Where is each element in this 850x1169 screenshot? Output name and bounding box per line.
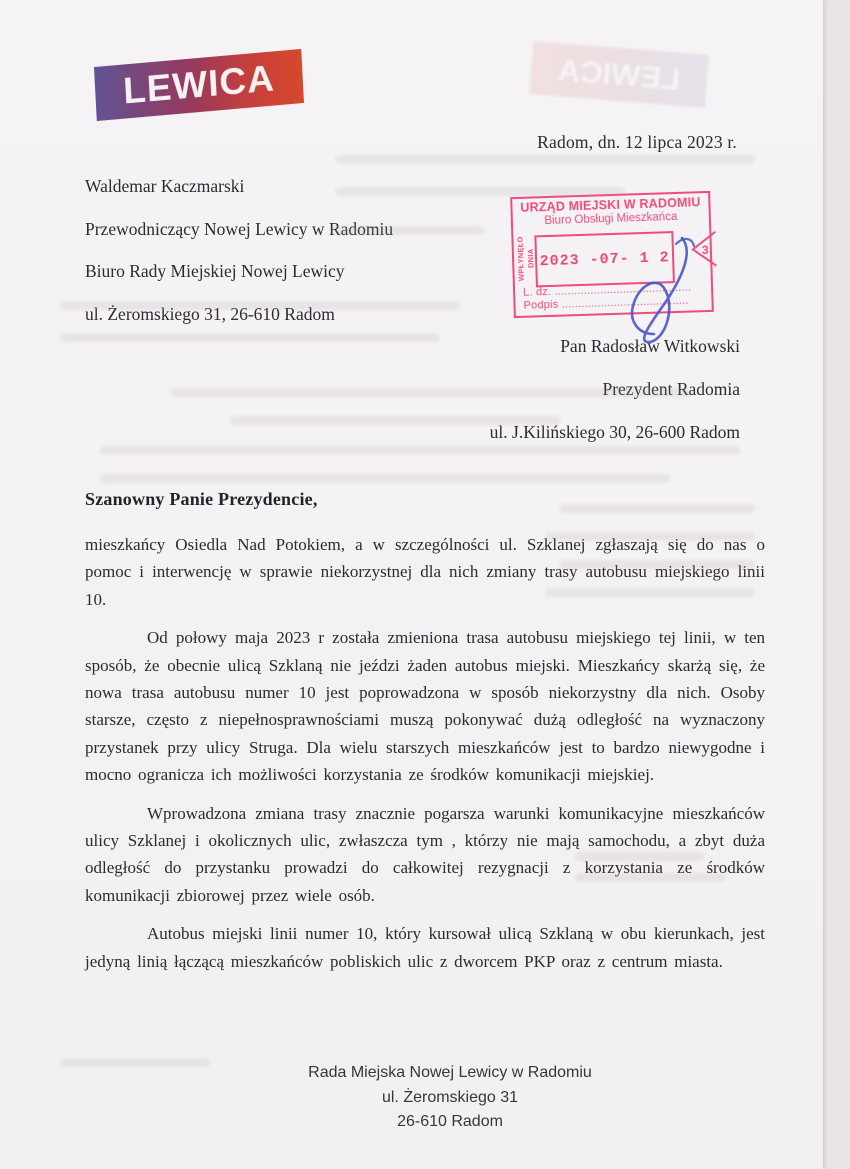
- bleedthrough-line: [560, 560, 755, 569]
- date-line: Radom, dn. 12 lipca 2023 r.: [537, 132, 737, 152]
- sender-address: ul. Żeromskiego 31, 26-610 Radom: [85, 303, 335, 324]
- bleedthrough-line: [330, 226, 485, 235]
- stamp-signature-line: Podpis .......................................: [523, 294, 689, 312]
- stamp-received-label: WPŁYNĘŁO DNIA: [515, 236, 536, 282]
- stamp-office-unit: Biuro Obsługi Mieszkańca: [544, 210, 678, 228]
- lewica-logo: [94, 49, 304, 121]
- footer-organization: Rada Miejska Nowej Lewicy w Radomiu: [308, 1064, 592, 1081]
- recipient-name: Pan Radosław Witkowski: [560, 336, 740, 356]
- stamp-ldz-line: L. dz. ..........................................: [522, 281, 692, 299]
- recipient-address: ul. J.Kilińskiego 30, 26-600 Radom: [489, 422, 740, 442]
- lewica-logo-text: LEWICA: [122, 57, 276, 112]
- bleedthrough-line: [60, 1058, 210, 1067]
- stamp-office-name: URZĄD MIEJSKI W RADOMIU: [520, 195, 701, 215]
- bleedthrough-line: [100, 474, 670, 483]
- paragraph-1: mieszkańcy Osiedla Nad Potokiem, a w szczególności ul. Szklanej zgłaszają się do nas o pomoc i interwencję w sprawie niekorzystnej dla nich zmiany trasy autobusu miejskiego linii 10.: [85, 535, 765, 609]
- bleedthrough-line: [545, 588, 755, 597]
- paragraph-2: Od połowy maja 2023 r została zmieniona trasa autobusu miejskiego tej linii, w ten sposób, że obecnie ulicą Szklaną nie jeździ żaden autobus miejski. Mieszkańcy skarżą się, że nowa trasa autobusu numer 10 jest poprowadzona w sposób niekorzystny dla nich. Osoby starsze, często z niepełnosprawnościami muszą pokonywać dużą odległość na wyznaczony przystanek przy ulicy Struga. Dla wielu starszych mieszkańców jest to bardzo niewygodne i mocno ogranicza ich możliwości korzystania ze środków komunikacji miejskiej.: [85, 628, 765, 785]
- bleedthrough-line: [335, 155, 755, 164]
- bleedthrough-line: [170, 388, 690, 397]
- letter-body: [85, 531, 765, 986]
- footer-city: 26-610 Radom: [397, 1113, 503, 1130]
- recipient-title: Prezydent Radomia: [602, 379, 740, 399]
- sender-title: Przewodniczący Nowej Lewicy w Radomiu: [85, 218, 394, 239]
- salutation: Szanowny Panie Prezydencie,: [85, 489, 318, 509]
- footer-block: [85, 1061, 815, 1135]
- paragraph-4: Autobus miejski linii numer 10, który kursował ulicą Szklaną w obu kierunkach, jest jedyną linią łączącą mieszkańców pobliskich ulic z dworcem PKP oraz z centrum miasta.: [85, 924, 765, 971]
- bleedthrough-line: [335, 187, 625, 196]
- paragraph-3: Wprowadzona zmiana trasy znacznie pogarsza warunki komunikacyjne mieszkańców ulicy Szklanej i okolicznych ulic, zwłaszcza tym , którzy nie mają samochodu, a zbyt duża odległość do przystanku prowadzi do całkowitej rezygnacji z korzystania ze środków komunikacji zbiorowej przez wiele osób.: [85, 803, 765, 905]
- pen-scribble-signature: [606, 230, 721, 350]
- bleedthrough-line: [575, 852, 705, 861]
- bleedthrough-line: [230, 416, 560, 425]
- lewica-logo-bleedthrough: [529, 41, 709, 108]
- bleedthrough-line: [575, 873, 725, 882]
- sender-block: [85, 176, 515, 346]
- bleedthrough-line: [60, 301, 460, 310]
- bleedthrough-line: [100, 446, 740, 455]
- bleedthrough-line: [545, 532, 755, 541]
- bleedthrough-line: [560, 504, 755, 513]
- stamp-received-date: 2023 -07- 1 2: [539, 248, 670, 270]
- sender-name: Waldemar Kaczmarski: [85, 176, 245, 196]
- stamp-corner-number-glyph: 3: [701, 242, 709, 258]
- sender-office: Biuro Rady Miejskiej Nowej Lewicy: [85, 261, 345, 281]
- footer-street: ul. Żeromskiego 31: [381, 1088, 519, 1106]
- bleedthrough-line: [60, 333, 440, 342]
- lewica-logo-ghost-text: LEWICA: [556, 51, 682, 97]
